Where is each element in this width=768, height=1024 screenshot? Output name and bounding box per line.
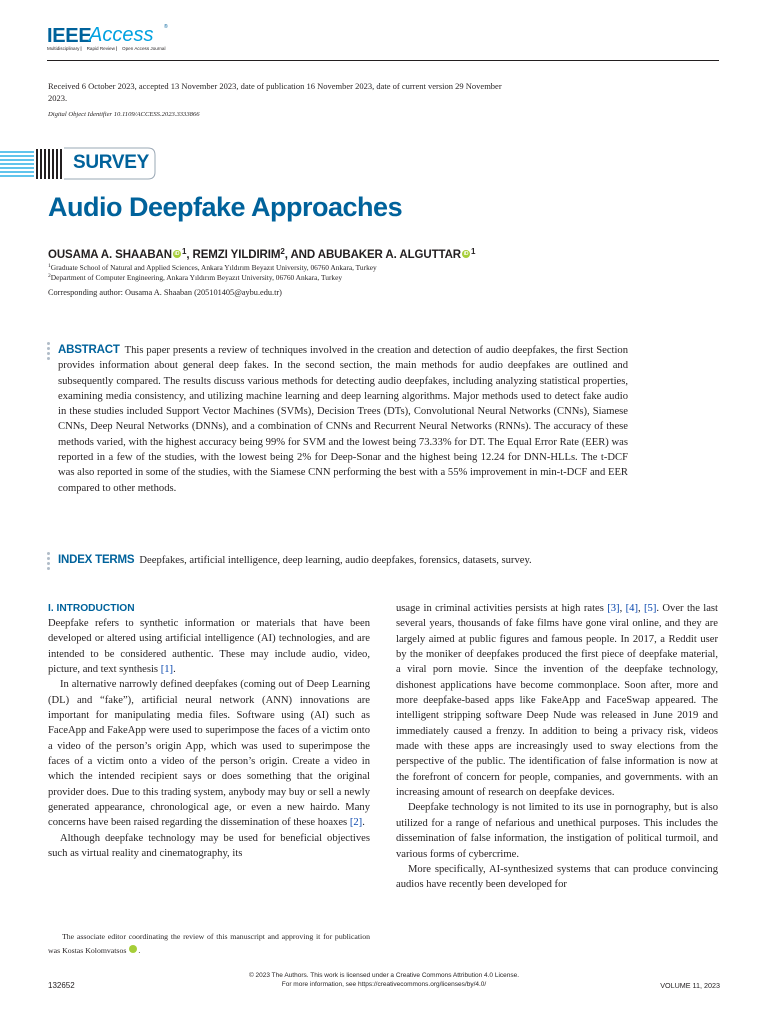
author-2-affiliation: 2 bbox=[280, 247, 285, 256]
footnote-text: The associate editor coordinating the review of this manuscript and approving it for publication was Kostas Kolomvatsos bbox=[48, 932, 370, 956]
author-3-affiliation: 1 bbox=[470, 247, 476, 256]
affiliation-1-text: Graduate School of Natural and Applied Sciences, Ankara Yıldırım Beyazıt University, 06760 Ankara, Turkey bbox=[50, 263, 377, 272]
paper-title: Audio Deepfake Approaches bbox=[48, 192, 403, 222]
paragraph-text: In alternative narrowly defined deepfakes (coming out of Deep Learning (DL) and “fake”), artificial neural network (ANN) innovations are important for manipulating media files. Software using (AI) such as FaceApp and FakeApp were used to superimpose the faces of a victim onto a video of the person’s origin App, which was used to superimpose the faces of a victim onto a video of the person’s origin. Create a video in which the intended recipient says or does something that the original provider does. Due to this trading system, anybody may buy or sell a newly generated appearance, chronological age, or even a new hairdo. Many concerns have been raised regarding the dissemination of these hoaxes bbox=[48, 679, 370, 829]
license-line-1: © 2023 The Authors. This work is licensed under a Creative Commons Attribution 4.0 License. bbox=[248, 972, 520, 979]
abstract-text: This paper presents a review of techniques involved in the creation and detection of audio deepfakes, the first Section provides information about general deep fakes. In the second section, the main methods for audio deepfakes are outlined and subsequently compared. The results discuss various methods for detecting audio deepfakes, including analyzing statistical properties, examining media consistency, and utilizing machine learning and deep learning algorithms. Major methods used to detect fake audio in these studies included Support Vector Machines (SVMs), Decision Trees (DTs), Convolutional Neural Networks (CNNs), Siamese CNNs, Deep Neural Networks (DNNs), and a combination of CNNs and Recurrent Neural Networks (RNNs). The accuracy of these methods varied, with the highest accuracy being 99% for SVM and the lowest being 73.33% for DT. The Equal Error Rate (EER) was reported in a few of the studies, with the lowest being 2% for Deep-Sonar and the highest being 12.24 for DNN-HLLs. The t-DCF was also reported in some of the studies, with the Siamese CNN performing the best with a 55% improvement in min-t-DCF and EER compared to other methods. bbox=[58, 345, 628, 494]
paragraph: Although deepfake technology may be used for beneficial objectives such as virtual reality and cinematography, its bbox=[48, 832, 370, 860]
index-terms-label: INDEX TERMS bbox=[58, 554, 135, 566]
paragraph-text: . Over the last several years, thousands of fake films have gone viral online, and they are largely aimed at public figures and famous people. In 2017, a Reddit user by the moniker of deepfakes produced the first piece of deepfake material, a viral porn movie. Since the invention of the deepfake technology, dishonest applications have become commonplace. Soon after, more and more deepfake-based apps like FakeApp and FaceSwap appeared. The intelligent stripping software Deep Nude was released in June 2019 and immediately caused a frenzy. In addition to being a privacy risk, videos made with these apps are increasingly used to sway elections from the perspective of the public. The identification of false information is now at the forefront of concern for people, companies, and governments. with an increasing amount of research on deepfake devices. bbox=[396, 603, 718, 799]
paragraph-text: Deepfake refers to synthetic information or materials that have been developed or altered using artificial intelligence (AI) technologies, and are intended to be considered authentic. These may include audio, video, picture, and text synthesis bbox=[48, 618, 370, 676]
orcid-icon[interactable]: iD bbox=[463, 251, 469, 257]
header-rule bbox=[47, 60, 719, 61]
affiliation-2-marker: 2 bbox=[48, 273, 51, 279]
journal-tagline: Multidisciplinary ⎸ Rapid Review ⎸ Open Access Journal bbox=[47, 46, 166, 51]
footnote bbox=[48, 930, 370, 959]
citation-link[interactable]: [3] bbox=[607, 603, 620, 614]
punctuation: . bbox=[362, 817, 365, 829]
paragraph bbox=[48, 616, 370, 677]
index-terms-text: Deepfakes, artificial intelligence, deep learning, audio deepfakes, forensics, datasets, survey. bbox=[139, 555, 532, 566]
affiliation-1 bbox=[48, 263, 377, 272]
citation-link[interactable]: [5] bbox=[644, 603, 657, 614]
corresponding-author: Corresponding author: Ousama A. Shaaban (205101405@aybu.edu.tr) bbox=[48, 288, 282, 297]
section-heading: I. INTRODUCTION bbox=[48, 603, 135, 614]
affiliation-1-marker: 1 bbox=[48, 263, 51, 269]
article-type-label: SURVEY bbox=[73, 152, 149, 173]
left-column bbox=[48, 601, 370, 862]
orcid-icon[interactable]: iD bbox=[174, 251, 180, 257]
paragraph-text: usage in criminal activities persists at high rates bbox=[396, 603, 604, 614]
index-terms bbox=[58, 553, 628, 568]
doi: Digital Object Identifier 10.1109/ACCESS.2023.3333866 bbox=[48, 111, 200, 118]
abstract-label: ABSTRACT bbox=[58, 344, 120, 356]
orcid-icon[interactable]: iD bbox=[129, 945, 137, 953]
citation-link[interactable]: [2] bbox=[349, 817, 363, 829]
punctuation: , bbox=[637, 603, 645, 614]
volume-info: VOLUME 11, 2023 bbox=[660, 981, 720, 990]
paragraph: More specifically, AI-synthesized systems that can produce convincing audios have recently been developed for bbox=[396, 863, 718, 891]
page-number: 132652 bbox=[48, 981, 75, 990]
paragraph: Deepfake technology is not limited to its use in pornography, but is also utilized for a range of nefarious and unethical purposes. This includes the dissemination of false information, the instigation of political turmoil, and various forms of cybercrime. bbox=[396, 802, 718, 860]
paragraph bbox=[48, 677, 370, 830]
right-column bbox=[396, 601, 718, 893]
abstract bbox=[58, 343, 628, 496]
punctuation: , bbox=[619, 603, 626, 614]
author-3: , AND ABUBAKER A. ALGUTTAR bbox=[284, 249, 461, 261]
affiliation-2-text: Department of Computer Engineering, Ankara Yıldırım Beyazıt University, 06760 Ankara, Turkey bbox=[50, 273, 343, 282]
paragraph bbox=[396, 601, 718, 800]
author-1-affiliation: 1 bbox=[181, 247, 187, 256]
received-dates: Received 6 October 2023, accepted 13 November 2023, date of publication 16 November 2023, date of current version 29 November 2023. bbox=[48, 81, 502, 103]
citation-link[interactable]: [4] bbox=[625, 603, 638, 614]
registered-mark: ® bbox=[164, 24, 168, 30]
author-2: , REMZI YILDIRIM bbox=[186, 249, 281, 261]
access-logo: Access bbox=[89, 24, 154, 46]
citation-link[interactable]: [1] bbox=[160, 664, 174, 676]
punctuation: . bbox=[173, 664, 176, 676]
index-terms-dots-icon bbox=[47, 552, 51, 572]
license-notice bbox=[0, 971, 768, 989]
author-1: OUSAMA A. SHAABAN bbox=[48, 249, 172, 261]
license-line-2[interactable]: For more information, see https://creativecommons.org/licenses/by/4.0/ bbox=[281, 981, 487, 988]
affiliation-2 bbox=[48, 273, 342, 282]
ieee-logo: IEEE bbox=[47, 25, 92, 47]
abstract-dots-icon bbox=[47, 342, 51, 362]
punctuation: . bbox=[138, 946, 141, 956]
author-list bbox=[48, 247, 475, 261]
